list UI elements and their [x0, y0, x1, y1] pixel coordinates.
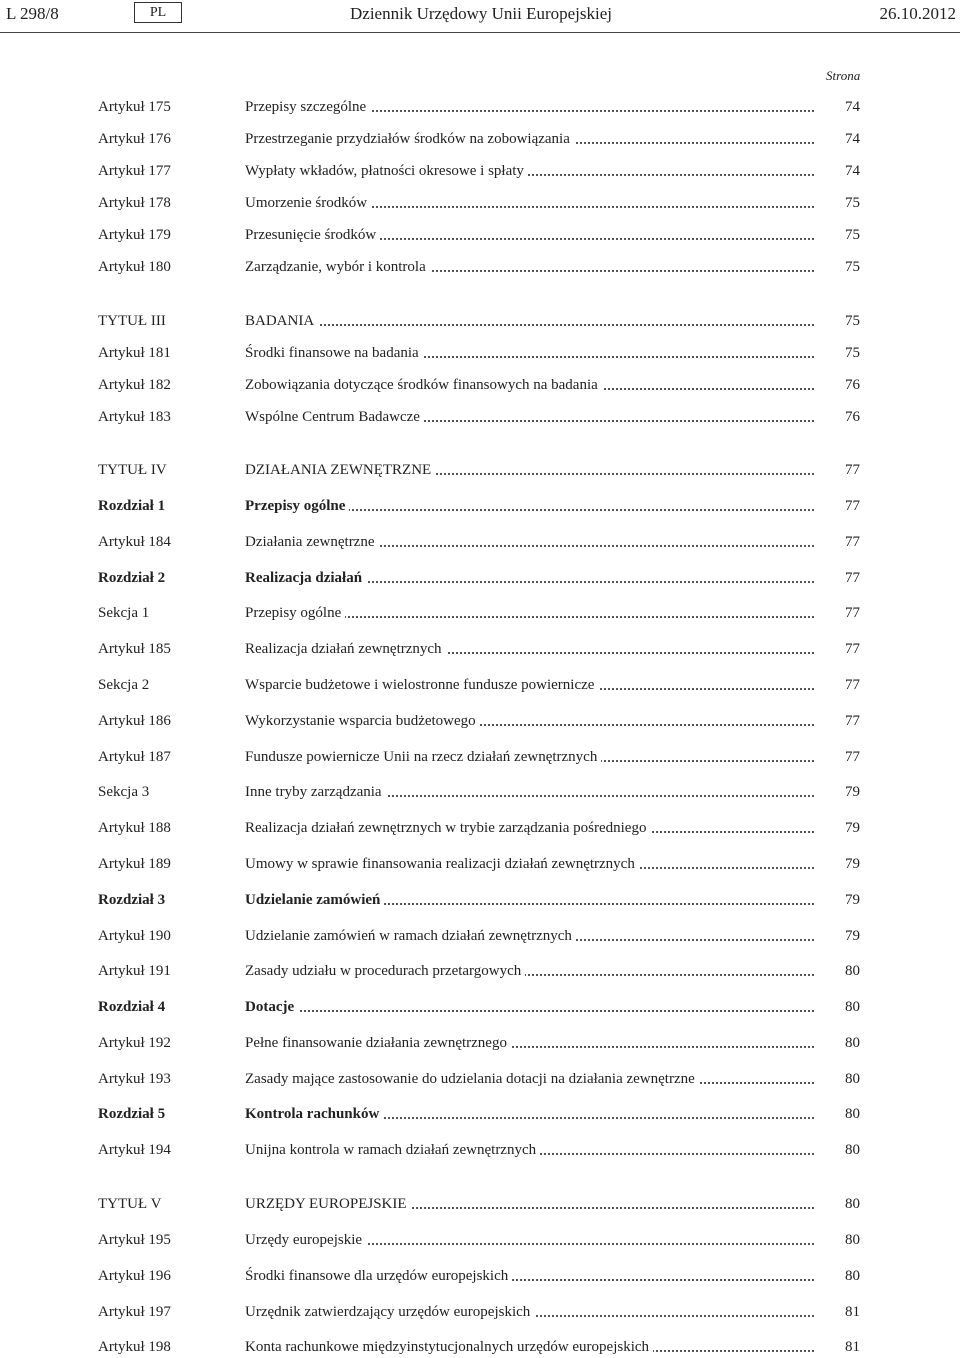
toc-entry-title: Udzielanie zamówień: [245, 892, 384, 908]
toc-entry: [0, 460, 960, 480]
toc-entry-label: Artykuł 194: [98, 1142, 171, 1158]
toc-entry-label: Artykuł 176: [98, 131, 171, 147]
toc-entry-label: Artykuł 190: [98, 928, 171, 944]
toc-entry: [0, 1033, 960, 1053]
toc-entry-page: 79: [845, 856, 860, 872]
toc-entry: [0, 375, 960, 395]
toc-entry-title: BADANIA: [245, 313, 318, 329]
toc-entry: [0, 1194, 960, 1214]
journal-title: Dziennik Urzędowy Unii Europejskiej: [350, 4, 613, 23]
toc-entry: [0, 818, 960, 838]
toc-entry-page: 77: [845, 605, 860, 621]
toc-entry: [0, 997, 960, 1017]
toc-entry-title: Wykorzystanie wsparcia budżetowego: [245, 713, 480, 729]
toc-entry-label: TYTUŁ IV: [98, 462, 167, 478]
toc-entry-title: Przestrzeganie przydziałów środków na zobowiązania: [245, 131, 574, 147]
toc-entry-page: 77: [845, 749, 860, 765]
dot-leader: [245, 1010, 814, 1012]
toc-entry: [0, 129, 960, 149]
toc-entry: [0, 1104, 960, 1124]
toc-entry-page: 75: [845, 227, 860, 243]
toc-entry: [0, 926, 960, 946]
toc-entry-label: Sekcja 2: [98, 677, 150, 693]
toc-entry-title-line: [245, 675, 814, 695]
toc-entry-page: 80: [845, 1268, 860, 1284]
toc-entry-title: Urzędy europejskie: [245, 1232, 366, 1248]
toc-entry-page: 79: [845, 784, 860, 800]
toc-entry-label: Artykuł 187: [98, 749, 171, 765]
toc-entry-title: Działania zewnętrzne: [245, 534, 379, 550]
toc-entry-label: Artykuł 178: [98, 195, 171, 211]
toc-entry: [0, 97, 960, 117]
toc-entry-title: Zobowiązania dotyczące środków finansowych na badania: [245, 377, 602, 393]
toc-entry-title-line: [245, 568, 814, 588]
toc-entry-page: 81: [845, 1304, 860, 1320]
toc-entry-title: Konta rachunkowe międzyinstytucjonalnych urzędów europejskich: [245, 1339, 653, 1355]
toc-entry-title: Fundusze powiernicze Unii na rzecz działań zewnętrznych: [245, 749, 601, 765]
toc-entry-page: 74: [845, 131, 860, 147]
toc-entry-title: Zasady mające zastosowanie do udzielania dotacji na działania zewnętrzne: [245, 1071, 699, 1087]
toc-entry: [0, 1230, 960, 1250]
toc-entry-title-line: [245, 257, 814, 277]
toc-entry-label: Artykuł 186: [98, 713, 171, 729]
toc-entry-label: Artykuł 181: [98, 345, 171, 361]
toc-entry-page: 75: [845, 313, 860, 329]
toc-entry-title: Kontrola rachunków: [245, 1106, 383, 1122]
toc-entry-title-line: [245, 961, 814, 981]
toc-entry-label: Rozdział 5: [98, 1106, 166, 1122]
toc-entry-page: 79: [845, 928, 860, 944]
toc-entry-label: TYTUŁ III: [98, 313, 166, 329]
toc-entry: [0, 890, 960, 910]
toc-entry-label: Rozdział 1: [98, 498, 166, 514]
toc-entry-page: 77: [845, 677, 860, 693]
toc-entry-label: Artykuł 185: [98, 641, 171, 657]
toc-entry-label: Artykuł 192: [98, 1035, 171, 1051]
toc-entry-title: Inne tryby zarządzania: [245, 784, 386, 800]
toc-entry-title-line: [245, 225, 814, 245]
toc-entry-title: Wypłaty wkładów, płatności okresowe i spłaty: [245, 163, 528, 179]
toc-entry-page: 75: [845, 195, 860, 211]
toc-entry-page: 77: [845, 641, 860, 657]
page-header: [0, 0, 960, 34]
toc-entry-title-line: [245, 854, 814, 874]
toc-entry: [0, 675, 960, 695]
toc-entry-title-line: [245, 782, 814, 802]
toc-entry-page: 80: [845, 963, 860, 979]
toc-entry-title: Urzędnik zatwierdzający urzędów europejskich: [245, 1304, 534, 1320]
toc-entry-title-line: [245, 1302, 814, 1322]
toc-entry-title-line: [245, 311, 814, 331]
page-column-heading: Strona: [826, 68, 861, 83]
toc-entry-title: Umorzenie środków: [245, 195, 371, 211]
toc-entry-title-line: [245, 193, 814, 213]
toc-entry: [0, 496, 960, 516]
toc-entry: [0, 639, 960, 659]
toc-entry-page: 76: [845, 409, 860, 425]
toc-entry-title: URZĘDY EUROPEJSKIE: [245, 1196, 411, 1212]
toc-entry-title-line: [245, 407, 814, 427]
toc-entry-page: 77: [845, 570, 860, 586]
toc-entry-title: Unijna kontrola w ramach działań zewnętrznych: [245, 1142, 540, 1158]
toc-entry-title: Realizacja działań zewnętrznych w trybie zarządzania pośredniego: [245, 820, 650, 836]
toc-entry-title: Środki finansowe dla urzędów europejskich: [245, 1268, 512, 1284]
issue-date: 26.10.2012: [879, 4, 956, 23]
toc-entry-label: Artykuł 182: [98, 377, 171, 393]
toc-entry-label: Artykuł 188: [98, 820, 171, 836]
toc-entry-title: Przepisy ogólne: [245, 605, 345, 621]
toc-entry-page: 79: [845, 820, 860, 836]
toc-entry-page: 77: [845, 713, 860, 729]
toc-entry-title-line: [245, 343, 814, 363]
toc-entry: [0, 1337, 960, 1357]
toc-entry-title-line: [245, 161, 814, 181]
toc-entry-title-line: [245, 1337, 814, 1357]
toc-entry-label: Artykuł 198: [98, 1339, 171, 1355]
toc-entry-title-line: [245, 129, 814, 149]
toc-entry-title: DZIAŁANIA ZEWNĘTRZNE: [245, 462, 435, 478]
toc-entry-page: 79: [845, 892, 860, 908]
toc-entry: [0, 407, 960, 427]
page-number: L 298/8: [6, 4, 59, 23]
toc-entry-title: Wsparcie budżetowe i wielostronne fundusze powiernicze: [245, 677, 598, 693]
toc-entry-label: Artykuł 183: [98, 409, 171, 425]
toc-entry: [0, 747, 960, 767]
toc-entry-label: Artykuł 177: [98, 163, 171, 179]
toc-entry-title: Umowy w sprawie finansowania realizacji działań zewnętrznych: [245, 856, 639, 872]
toc-entry-label: Artykuł 195: [98, 1232, 171, 1248]
toc-entry-title-line: [245, 532, 814, 552]
toc-entry: [0, 603, 960, 623]
toc-entry-label: Artykuł 180: [98, 259, 171, 275]
toc-entry-title-line: [245, 1069, 814, 1089]
dot-leader: [245, 324, 814, 326]
toc-entry: [0, 193, 960, 213]
toc-entry: [0, 1266, 960, 1286]
language-code: PL: [134, 2, 182, 23]
toc-entry-label: Artykuł 184: [98, 534, 171, 550]
toc-entry: [0, 257, 960, 277]
toc-entry-page: 74: [845, 99, 860, 115]
toc-entry: [0, 532, 960, 552]
toc-entry-title-line: [245, 1033, 814, 1053]
toc-entry-page: 80: [845, 1196, 860, 1212]
toc-entry-label: Artykuł 196: [98, 1268, 171, 1284]
toc-entry-label: Sekcja 1: [98, 605, 150, 621]
toc-entry-page: 77: [845, 498, 860, 514]
toc-entry-label: Artykuł 197: [98, 1304, 171, 1320]
toc-entry-page: 80: [845, 1071, 860, 1087]
toc-entry-title-line: [245, 496, 814, 516]
toc-entry-title-line: [245, 1230, 814, 1250]
toc-entry-title-line: [245, 1194, 814, 1214]
toc-entry-title-line: [245, 460, 814, 480]
toc-entry-title: Pełne finansowanie działania zewnętrznego: [245, 1035, 511, 1051]
toc-entry-label: Rozdział 4: [98, 999, 166, 1015]
toc-entry-page: 80: [845, 1142, 860, 1158]
toc-entry-page: 77: [845, 462, 860, 478]
toc-entry: [0, 343, 960, 363]
toc-entry-title-line: [245, 818, 814, 838]
toc-entry-label: Rozdział 3: [98, 892, 166, 908]
toc-entry-page: 75: [845, 345, 860, 361]
toc-entry-page: 80: [845, 999, 860, 1015]
toc-entry: [0, 1069, 960, 1089]
toc-entry-title-line: [245, 639, 814, 659]
toc-entry-label: Artykuł 193: [98, 1071, 171, 1087]
toc-entry: [0, 854, 960, 874]
toc-entry-title-line: [245, 926, 814, 946]
toc-entry-label: Artykuł 175: [98, 99, 171, 115]
toc-entry: [0, 782, 960, 802]
toc-entry-page: 75: [845, 259, 860, 275]
toc-entry-title: Przepisy szczególne: [245, 99, 370, 115]
header-rule: [0, 32, 960, 33]
toc-entry-title: Udzielanie zamówień w ramach działań zewnętrznych: [245, 928, 576, 944]
toc-entry-page: 80: [845, 1106, 860, 1122]
toc-entry: [0, 961, 960, 981]
toc-entry: [0, 568, 960, 588]
toc-entry-title: Realizacja działań: [245, 570, 366, 586]
toc-entry: [0, 311, 960, 331]
toc-entry: [0, 225, 960, 245]
toc-entry: [0, 711, 960, 731]
toc-entry-title: Wspólne Centrum Badawcze: [245, 409, 424, 425]
toc-entry-label: Artykuł 179: [98, 227, 171, 243]
toc-entry-page: 77: [845, 534, 860, 550]
toc-entry-label: Rozdział 2: [98, 570, 166, 586]
toc-entry-title-line: [245, 890, 814, 910]
toc-entry-title-line: [245, 1140, 814, 1160]
toc-entry-label: Sekcja 3: [98, 784, 150, 800]
toc-entry-title-line: [245, 1104, 814, 1124]
toc-entry-title-line: [245, 711, 814, 731]
toc-entry-title-line: [245, 375, 814, 395]
toc-entry-page: 74: [845, 163, 860, 179]
toc-entry-title-line: [245, 1266, 814, 1286]
toc-entry-title-line: [245, 603, 814, 623]
toc-entry-label: Artykuł 189: [98, 856, 171, 872]
toc-entry-title: Przepisy ogólne: [245, 498, 349, 514]
toc-entry-page: 81: [845, 1339, 860, 1355]
toc-entry-title: Dotacje: [245, 999, 298, 1015]
toc-entry: [0, 161, 960, 181]
toc-entry-title: Przesunięcie środków: [245, 227, 380, 243]
toc-entry-title: Realizacja działań zewnętrznych: [245, 641, 446, 657]
toc-entry-title: Środki finansowe na badania: [245, 345, 423, 361]
toc-entry-page: 80: [845, 1232, 860, 1248]
toc-entry: [0, 1140, 960, 1160]
toc-entry: [0, 1302, 960, 1322]
toc-entry-title-line: [245, 97, 814, 117]
toc-entry-label: TYTUŁ V: [98, 1196, 162, 1212]
toc-entry-title-line: [245, 747, 814, 767]
toc-entry-label: Artykuł 191: [98, 963, 171, 979]
toc-entry-title: Zarządzanie, wybór i kontrola: [245, 259, 430, 275]
toc-entry-title: Zasady udziału w procedurach przetargowych: [245, 963, 525, 979]
toc-entry-page: 76: [845, 377, 860, 393]
toc-entry-title-line: [245, 997, 814, 1017]
toc-entry-page: 80: [845, 1035, 860, 1051]
